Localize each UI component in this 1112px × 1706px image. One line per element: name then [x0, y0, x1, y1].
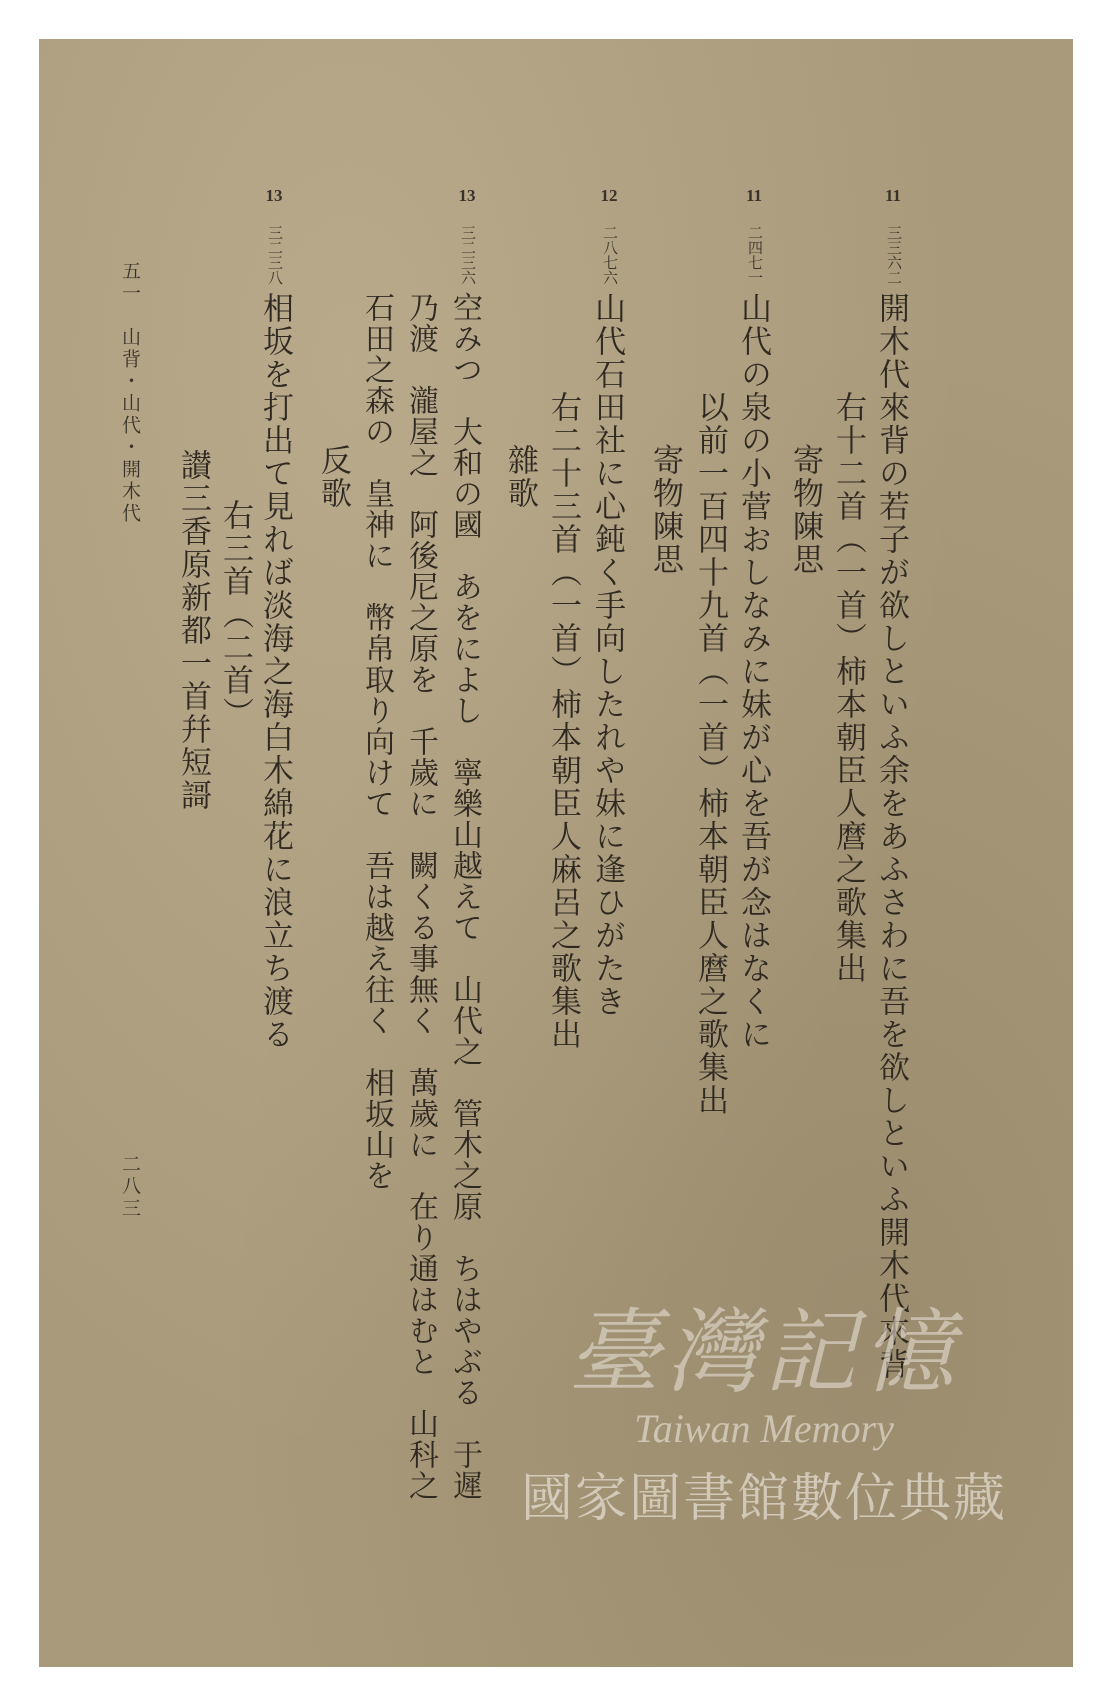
attribution: 右二十三首（一首）柿本朝臣人麻呂之歌集出 [545, 391, 581, 1051]
watermark [469, 1279, 1059, 1619]
watermark-english: Taiwan Memory [634, 1406, 894, 1451]
section-number: 11 [884, 186, 902, 205]
watermark-library: 國家圖書館數位典藏 [520, 1469, 1007, 1529]
poem-number: 三二三六 [459, 225, 477, 285]
section-number: 13 [458, 186, 476, 205]
poem-number: 三三六二 [885, 225, 903, 285]
poem-text: 山代の泉の小菅おしなみに妹が心を吾が念はなくに [735, 292, 771, 1051]
attribution: 右三首（二首） [217, 499, 253, 730]
poem-text: 乃渡 瀧屋之 阿後尼之原を 千歲に 闕くる事無く 萬歲に 在り通はむと 山科之 [403, 292, 438, 1501]
poem-title: 讃三香原新都一首幷短謌 [175, 449, 211, 812]
category-heading: 反歌 [315, 444, 351, 510]
poem-text: 石田之森の 皇神に 幣帛取り向けて 吾は越え往く 相坂山を [359, 292, 394, 1191]
section-number: 13 [265, 186, 283, 205]
category-heading: 雜歌 [502, 444, 538, 510]
attribution: 以前一百四十九首（一首）柿本朝臣人麿之歌集出 [692, 391, 728, 1117]
category-heading: 寄物陳思 [787, 444, 823, 576]
poem-text: 開木代來背の若子が欲しといふ余をあふさわに吾を欲しといふ開木代來背 [873, 292, 909, 1381]
poem-number: 三二三八 [266, 225, 284, 285]
poem-text: 相坂を打出て見れば淡海之海白木綿花に浪立ち渡る [257, 292, 293, 1051]
poem-text: 山代石田社に心鈍く手向したれや妹に逢ひがたき [589, 292, 625, 1018]
watermark-calligraphy: 臺灣記憶 [567, 1299, 960, 1406]
page-number: 二八三 [119, 1154, 141, 1220]
category-heading: 寄物陳思 [647, 444, 683, 576]
poem-text: 空みつ 大和の國 あをによし 寧樂山越えて 山代之 管木之原 ちはやぶる 于遲 [447, 292, 482, 1501]
running-head: 五一 山背・山代・開木代 [119, 261, 141, 525]
scanned-page [39, 39, 1073, 1667]
section-number: 12 [600, 186, 618, 205]
section-number: 11 [745, 186, 763, 205]
attribution: 右十二首（一首）柿本朝臣人麿之歌集出 [830, 391, 866, 985]
poem-number: 二四七一 [746, 225, 764, 285]
poem-number: 二八七六 [601, 225, 619, 285]
